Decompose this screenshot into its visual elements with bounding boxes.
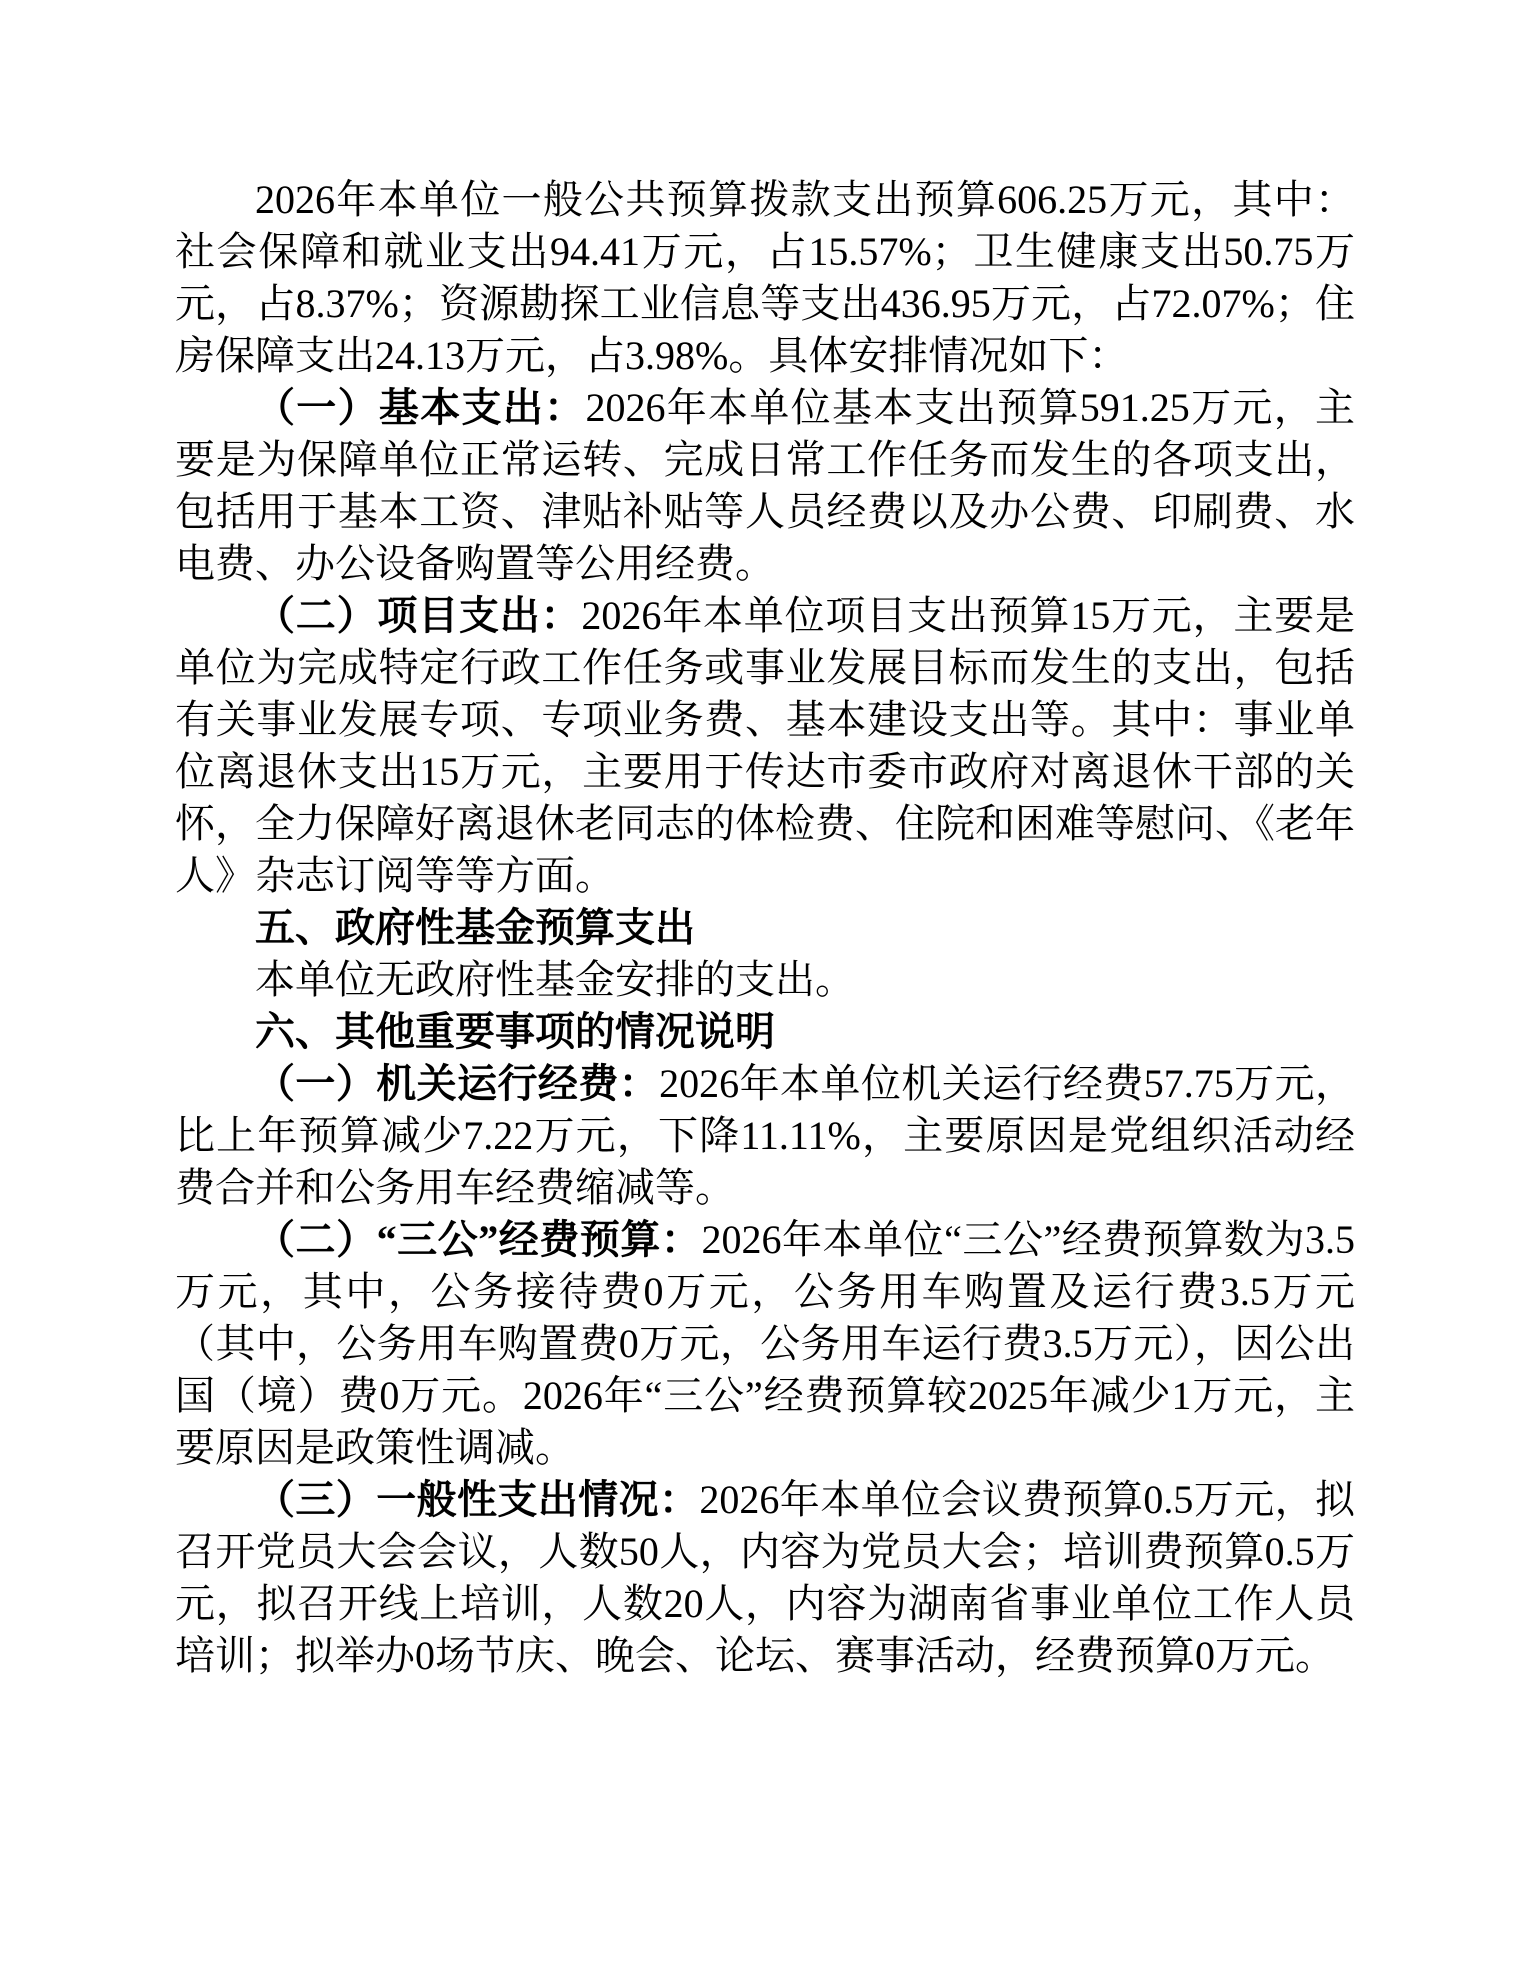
para-project-expenditure [175,590,1355,902]
heading-text: 六、其他重要事项的情况说明 [255,1009,775,1054]
para-lead: （一）机关运行经费： [255,1061,660,1106]
para-lead: （二）“三公”经费预算： [255,1217,702,1262]
para-three-public-expenses [175,1214,1355,1474]
para-operating-expenses [175,1058,1355,1214]
para-lead: （一）基本支出： [255,385,586,430]
para-basic-expenditure [175,382,1355,590]
para-lead: （三）一般性支出情况： [255,1477,700,1522]
para-body: 2026年本单位会议费预算0.5万元，拟召开党员大会会议，人数50人，内容为党员大会；培训费预算0.5万元，拟召开线上培训，人数20人，内容为湖南省事业单位工作人员培训；拟举办0场节庆、晚会、论坛、赛事活动，经费预算0万元。 [175,1477,1356,1678]
para-body: 2026年本单位机关运行经费57.75万元，比上年预算减少7.22万元，下降11.11%，主要原因是党组织活动经费合并和公务用车经费缩减等。 [175,1061,1356,1210]
para-body: 2026年本单位“三公”经费预算数为3.5万元，其中，公务接待费0万元，公务用车购置及运行费3.5万元（其中，公务用车购置费0万元，公务用车运行费3.5万元），因公出国（境）费0万元。2026年“三公”经费预算较2025年减少1万元，主要原因是政策性调减。 [175,1217,1355,1470]
para-budget-overview [175,174,1355,382]
heading-text: 五、政府性基金预算支出 [255,905,695,950]
para-body: 2026年本单位基本支出预算591.25万元，主要是为保障单位正常运转、完成日常工作任务而发生的各项支出，包括用于基本工资、津贴补贴等人员经费以及办公费、印刷费、水电费、办公设备购置等公用经费。 [175,385,1356,586]
para-no-govt-fund [175,954,1355,1006]
para-body: 2026年本单位项目支出预算15万元，主要是单位为完成特定行政工作任务或事业发展目标而发生的支出，包括有关事业发展专项、专项业务费、基本建设支出等。其中：事业单位离退休支出15万元，主要用于传达市委市政府对离退休干部的关怀，全力保障好离退休老同志的体检费、住院和困难等慰问、《老年人》杂志订阅等等方面。 [175,593,1356,898]
heading-section-6-other-important-matters [175,1006,1355,1058]
para-general-expenditure [175,1474,1355,1682]
heading-section-5-govt-fund-budget [175,902,1355,954]
para-body: 2026年本单位一般公共预算拨款支出预算606.25万元，其中：社会保障和就业支出94.41万元，占15.57%；卫生健康支出50.75万元，占8.37%；资源勘探工业信息等支出436.95万元，占72.07%；住房保障支出24.13万元，占3.98%。具体安排情况如下： [175,177,1355,378]
para-body: 本单位无政府性基金安排的支出。 [255,957,855,1002]
para-lead: （二）项目支出： [255,593,582,638]
